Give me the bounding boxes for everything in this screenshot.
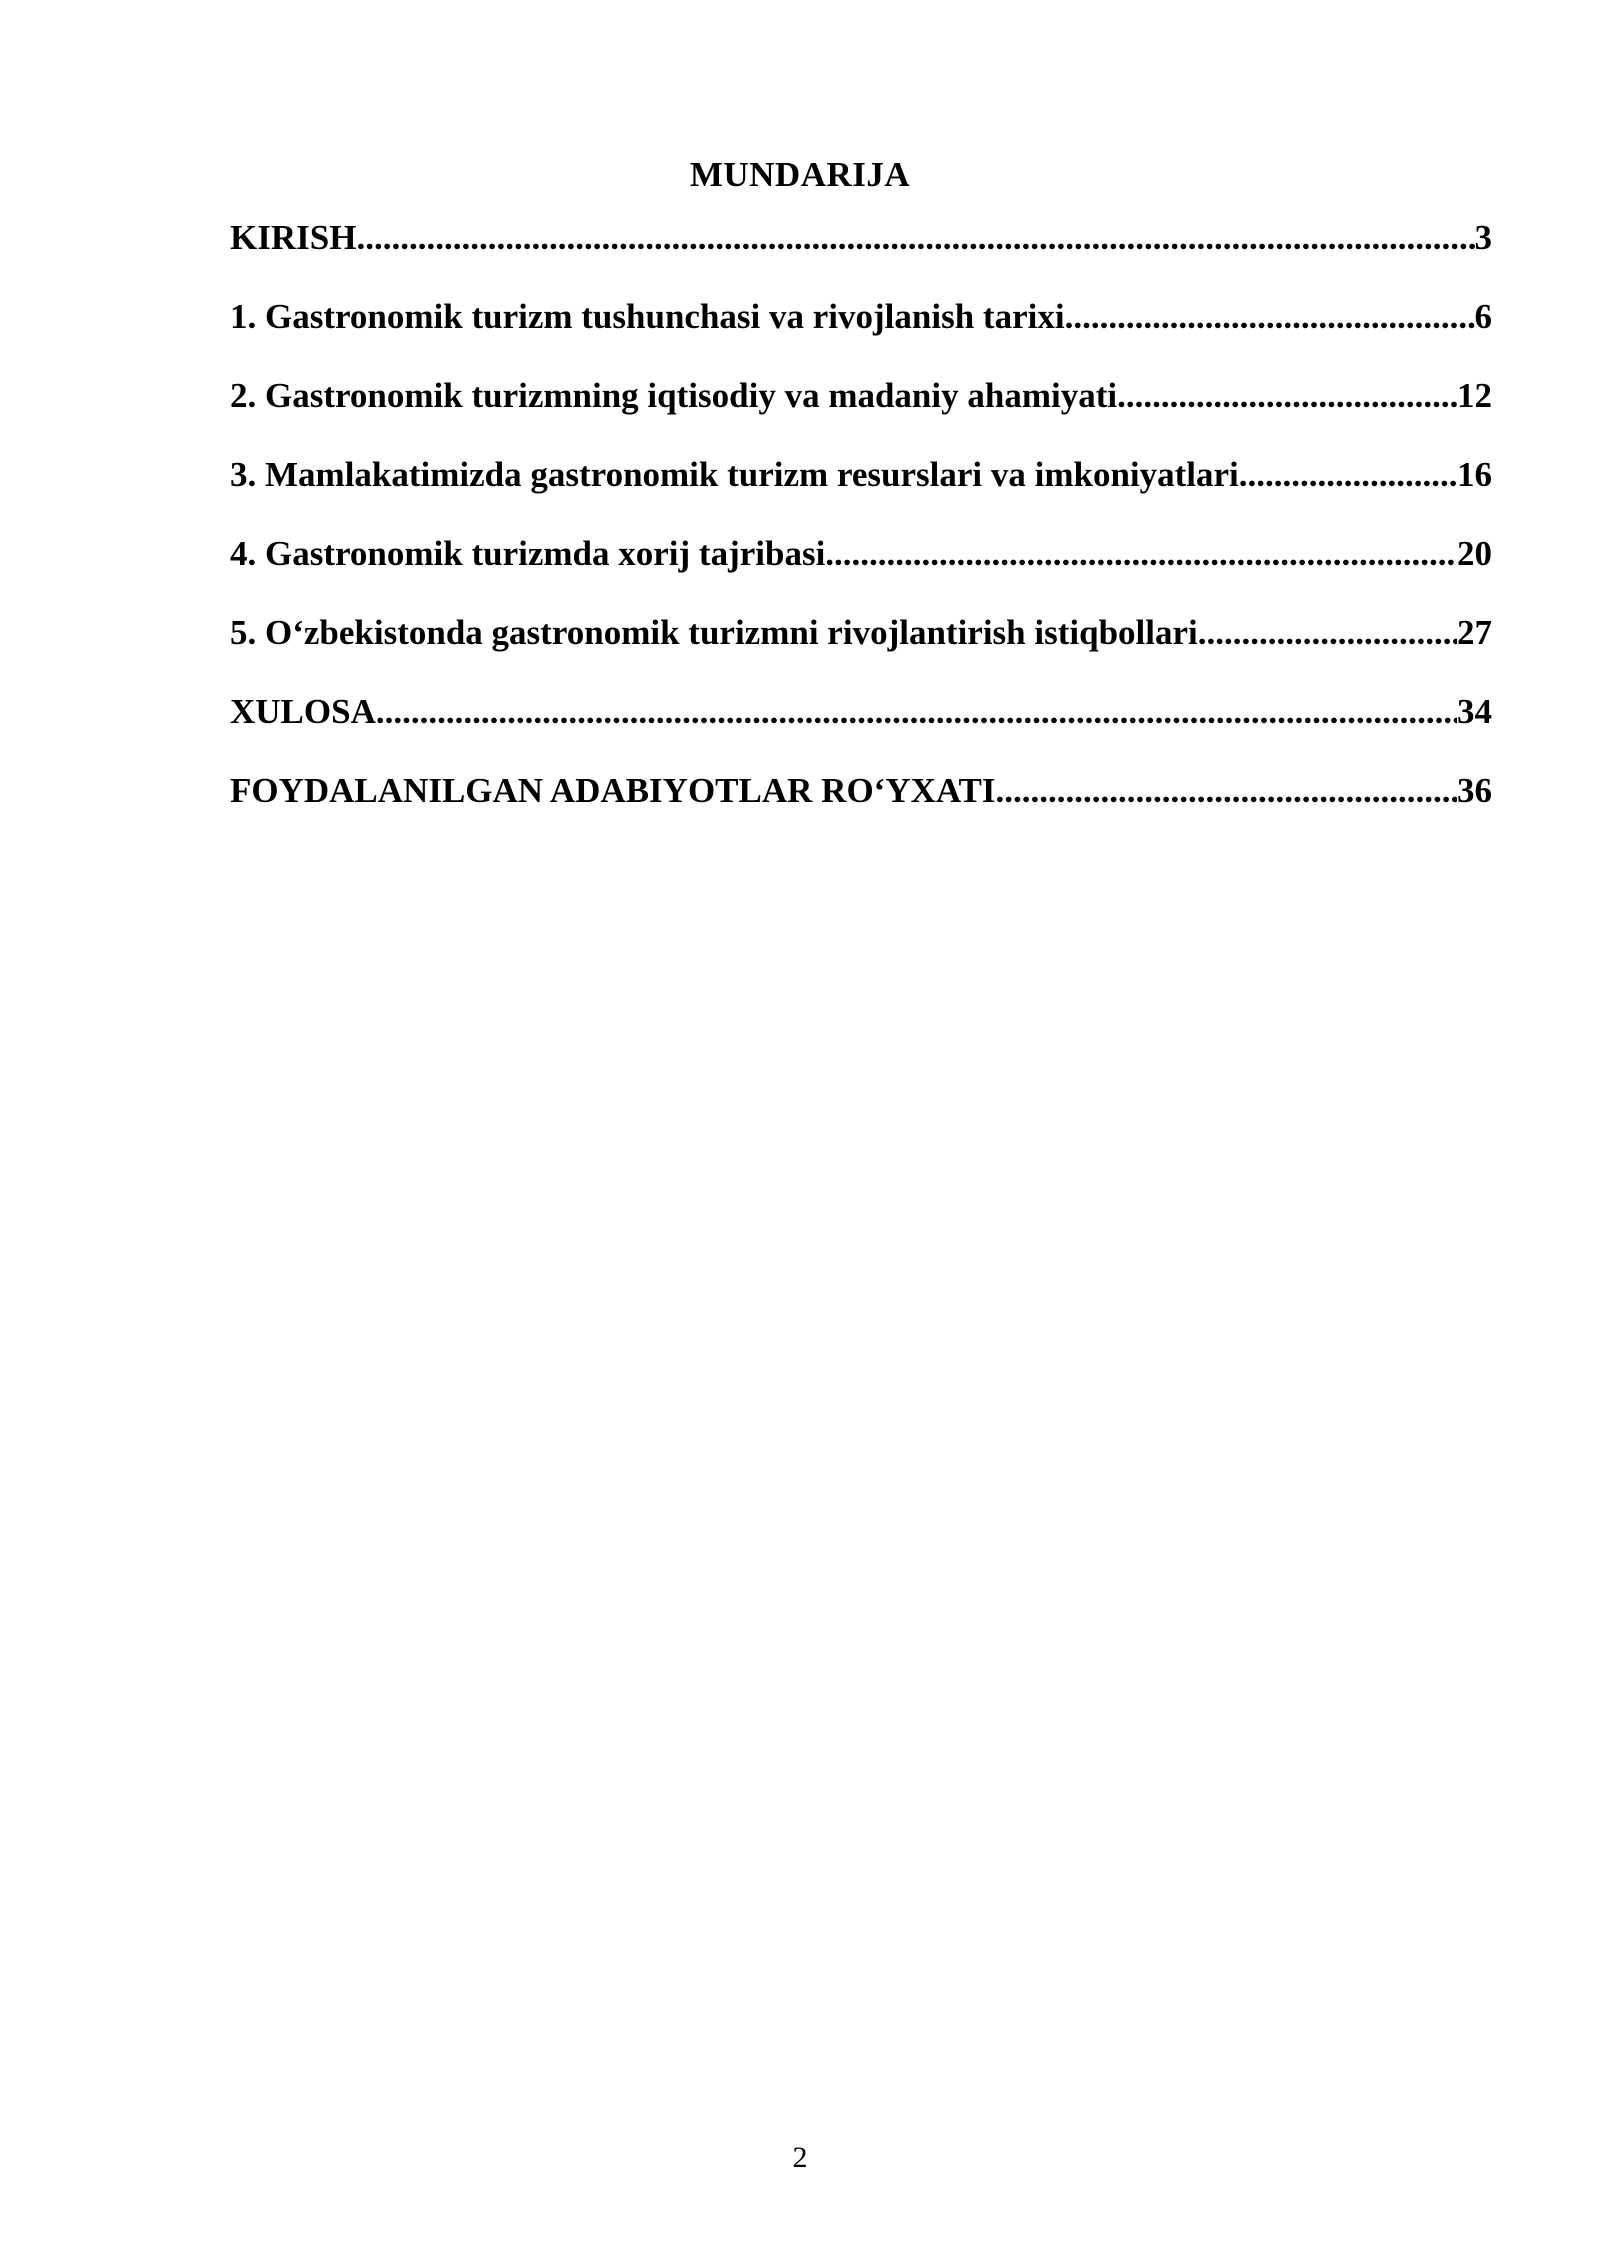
toc-entry-chapter-2[interactable] <box>230 374 1492 453</box>
toc-entry-label: 2. Gastronomik turizmning iqtisodiy va madaniy ahamiyati <box>230 376 1118 415</box>
page-number: 2 <box>792 2141 808 2174</box>
toc-entry-chapter-5[interactable] <box>230 611 1492 690</box>
toc-entry-page: 6 <box>1474 297 1492 336</box>
toc-entry-page: 16 <box>1457 455 1492 494</box>
toc-dot-leader <box>1239 453 1457 497</box>
toc-dot-leader <box>825 532 1457 576</box>
toc-entry-chapter-1[interactable] <box>230 295 1492 374</box>
toc-title: MUNDARIJA <box>689 155 911 194</box>
toc-entry-label: 5. O‘zbekistonda gastronomik turizmni rivojlantirish istiqbollari <box>230 613 1198 652</box>
toc-entry-label: 1. Gastronomik turizm tushunchasi va rivojlanish tarixi <box>230 297 1065 336</box>
toc-entry-label: KIRISH <box>230 218 357 257</box>
table-of-contents <box>230 216 1492 848</box>
toc-entry-chapter-3[interactable] <box>230 453 1492 532</box>
toc-entry-label: 3. Mamlakatimizda gastronomik turizm resurslari va imkoniyatlari <box>230 455 1239 494</box>
toc-dot-leader <box>376 690 1457 734</box>
toc-entry-references[interactable] <box>230 769 1492 848</box>
toc-dot-leader <box>356 216 1474 260</box>
toc-entry-label: FOYDALANILGAN ADABIYOTLAR RO‘YXATI <box>230 771 996 810</box>
toc-entry-page: 34 <box>1457 692 1492 731</box>
toc-entry-label: XULOSA <box>230 692 376 731</box>
toc-entry-kirish[interactable] <box>230 216 1492 295</box>
toc-dot-leader <box>1198 611 1457 655</box>
toc-dot-leader <box>996 769 1457 813</box>
toc-entry-page: 20 <box>1457 534 1492 573</box>
toc-dot-leader <box>1065 295 1475 339</box>
toc-entry-page: 27 <box>1457 613 1492 652</box>
toc-entry-page: 12 <box>1457 376 1492 415</box>
toc-entry-page: 3 <box>1474 218 1492 257</box>
toc-entry-xulosa[interactable] <box>230 690 1492 769</box>
toc-entry-label: 4. Gastronomik turizmda xorij tajribasi <box>230 534 826 573</box>
toc-entry-chapter-4[interactable] <box>230 532 1492 611</box>
toc-entry-page: 36 <box>1457 771 1492 810</box>
toc-dot-leader <box>1117 374 1457 418</box>
